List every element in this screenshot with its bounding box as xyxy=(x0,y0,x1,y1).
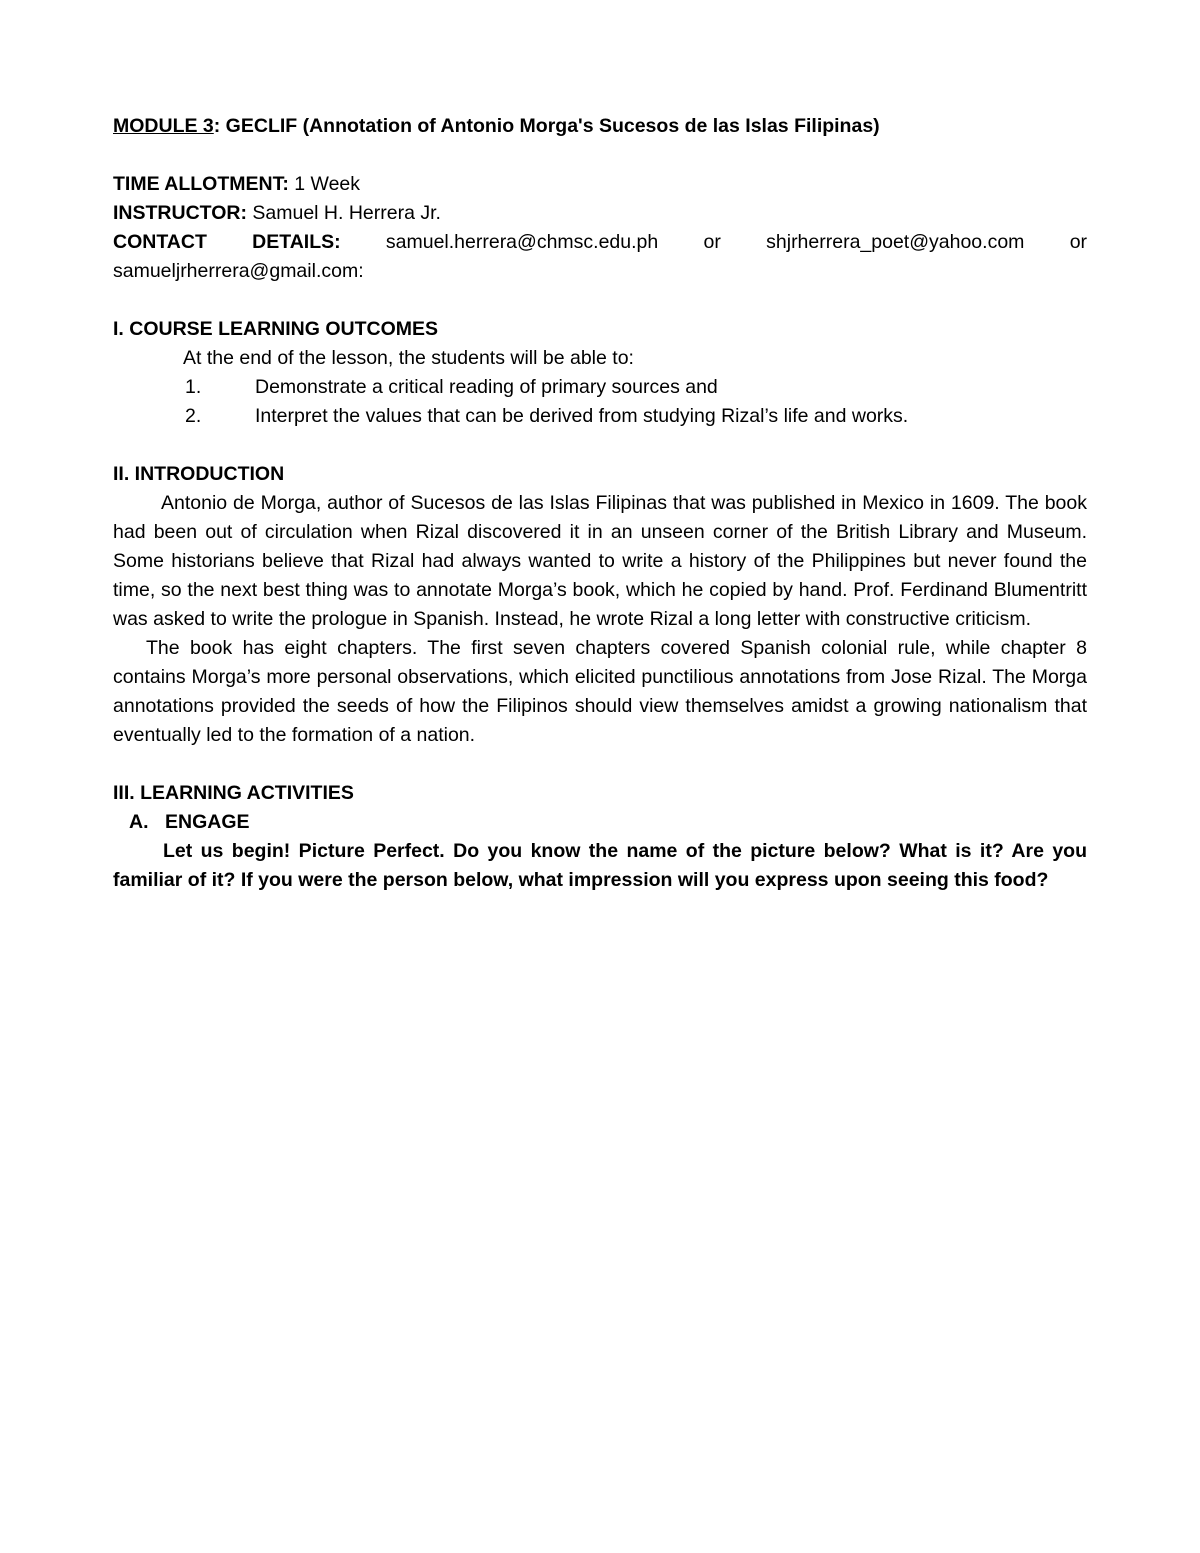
module-title: GECLIF (Annotation of Antonio Morga's Sucesos de las Islas Filipinas) xyxy=(220,115,880,137)
time-allotment-label: TIME ALLOTMENT: xyxy=(113,173,289,195)
time-allotment-line xyxy=(113,170,1087,199)
outcome-text: Demonstrate a critical reading of primary sources and xyxy=(255,376,718,398)
outcome-number: 1. xyxy=(185,376,202,398)
instructor-label: INSTRUCTOR: xyxy=(113,202,247,224)
document-page xyxy=(113,112,1087,895)
spacer xyxy=(113,141,1087,170)
section-heading-introduction: II. INTRODUCTION xyxy=(113,463,285,485)
contact-details-line xyxy=(113,228,1087,257)
outcomes-intro: At the end of the lesson, the students will be able to: xyxy=(183,347,634,369)
engage-paragraph: Let us begin! Picture Perfect. Do you know the name of the picture below? What is it? Are you familiar of it? If you were the person below, what impression will you express upon seeing this food? xyxy=(113,840,1087,891)
contact-label: CONTACT DETAILS: xyxy=(113,231,341,253)
contact-email-3[interactable]: samueljrherrera@gmail.com: xyxy=(113,260,364,282)
contact-or-1: or xyxy=(703,231,721,253)
module-label: MODULE 3 xyxy=(113,115,214,137)
introduction-paragraph-1: Antonio de Morga, author of Sucesos de las Islas Filipinas that was published in Mexico in 1609. The book had been out of circulation when Rizal discovered it in an unseen corner of the British Library and Museum. Some historians believe that Rizal had always wanted to write a history of the Philippines but never found the time, so the next best thing was to annotate Morga’s book, which he copied by hand. Prof. Ferdinand Blumentritt was asked to write the prologue in Spanish. Instead, he wrote Rizal a long letter with constructive criticism. xyxy=(113,492,1087,630)
section-heading-learning-activities: III. LEARNING ACTIVITIES xyxy=(113,782,354,804)
contact-email-2[interactable]: shjrherrera_poet@yahoo.com xyxy=(766,231,1025,253)
instructor-line xyxy=(113,199,1087,228)
module-title-line xyxy=(113,112,1087,141)
introduction-paragraph-2: The book has eight chapters. The first seven chapters covered Spanish colonial rule, while chapter 8 contains Morga’s more personal observations, which elicited punctilious annotations from Jose Rizal. The Morga annotations provided the seeds of how the Filipinos should view themselves amidst a growing nationalism that eventually led to the formation of a nation. xyxy=(113,637,1087,746)
subsection-letter: A. xyxy=(129,811,149,833)
outcome-item xyxy=(113,402,1087,431)
subsection-title: ENGAGE xyxy=(165,811,250,833)
instructor-value: Samuel H. Herrera Jr. xyxy=(246,202,441,224)
subsection-heading-engage xyxy=(113,808,1087,837)
module-colon: : xyxy=(213,115,221,137)
contact-or-2: or xyxy=(1069,231,1088,253)
spacer xyxy=(113,750,1087,779)
time-allotment-value: 1 Week xyxy=(288,173,361,195)
outcome-item xyxy=(113,373,1087,402)
contact-email-1[interactable]: samuel.herrera@chmsc.edu.ph xyxy=(385,231,659,253)
outcome-text: Interpret the values that can be derived from studying Rizal’s life and works. xyxy=(255,405,909,427)
spacer xyxy=(113,286,1087,315)
section-heading-outcomes: I. COURSE LEARNING OUTCOMES xyxy=(113,318,439,340)
spacer xyxy=(113,431,1087,460)
contact-details-line-2 xyxy=(113,257,1087,286)
outcome-number: 2. xyxy=(185,405,202,427)
